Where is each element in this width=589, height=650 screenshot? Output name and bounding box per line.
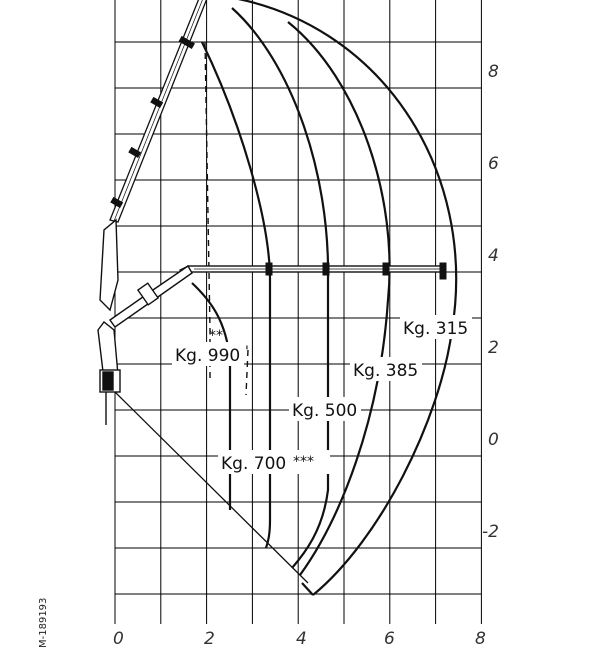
load-label-kg-700: Kg. 700	[221, 454, 287, 474]
ground-slope-line	[115, 392, 308, 583]
x-tick-label: 0	[113, 629, 124, 649]
x-tick-label: 4	[296, 629, 307, 649]
y-tick-label: 0	[488, 430, 499, 450]
reference-grid	[115, 0, 481, 624]
y-axis-labels	[482, 62, 499, 542]
y-tick-label: -2	[482, 522, 499, 542]
load-label-kg-385: Kg. 385	[353, 361, 419, 381]
y-tick-label: 8	[488, 62, 499, 82]
y-tick-label: 4	[488, 246, 499, 266]
curve-kg-385	[288, 22, 390, 575]
y-tick-label: 6	[488, 154, 499, 174]
load-mark-suffix-kg-990: '	[245, 344, 249, 360]
curve-kg-500	[232, 8, 328, 568]
x-tick-label: 6	[384, 629, 395, 649]
x-tick-label: 8	[475, 629, 486, 649]
load-label-kg-315: Kg. 315	[403, 319, 469, 339]
raised-boom	[110, 0, 208, 222]
load-label-kg-500: Kg. 500	[292, 401, 358, 421]
horizontal-boom	[180, 263, 446, 279]
reach-curves	[192, 0, 456, 595]
load-mark-kg-700: ***	[293, 454, 314, 470]
load-mark-kg-990: **	[209, 328, 223, 344]
x-tick-label: 2	[204, 629, 215, 649]
load-label-kg-990: Kg. 990	[175, 346, 241, 366]
curve-kg-990	[192, 283, 230, 510]
y-tick-label: 2	[488, 338, 499, 358]
x-axis-labels	[113, 629, 486, 649]
document-id: M-189193	[38, 597, 49, 648]
limit-line-kg-315	[302, 583, 313, 595]
